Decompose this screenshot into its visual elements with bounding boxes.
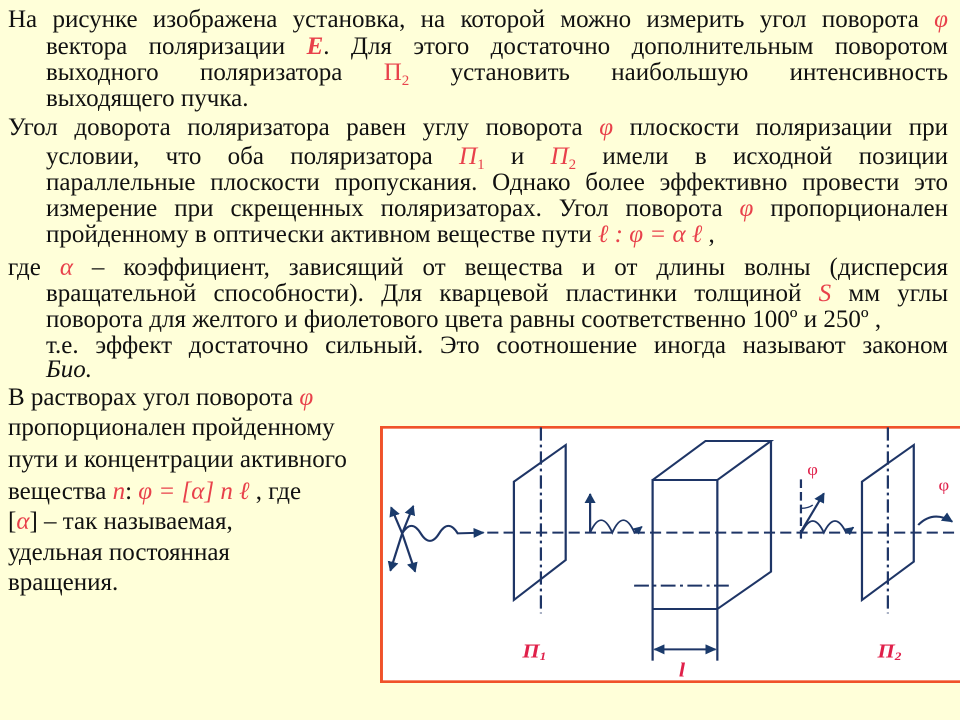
text-fragment: . Для этого достаточно дополнительным поворотом (323, 33, 948, 60)
formula-fragment: φ (739, 195, 754, 222)
text-line (46, 280, 948, 307)
formula-fragment: П (550, 143, 569, 170)
formula-fragment: 1 (477, 157, 485, 173)
text-fragment: измерение при скрещенных поляризаторах. Угол поворота (46, 195, 740, 222)
text-fragment: вектора поляризации (46, 33, 307, 60)
formula-fragment: Био. (46, 356, 92, 383)
text-line (46, 356, 948, 383)
text-fragment: пропорционален пройденному (8, 414, 335, 441)
text-fragment: поворота для желтого и фиолетового цвета равны соответственно 100º и 250º , (46, 306, 882, 333)
text-fragment: пройденному в оптически активном веществе пути (46, 221, 599, 248)
text-fragment: – коэффициент, зависящий от вещества и от длины волны (дисперсия (72, 254, 948, 281)
text-line (46, 306, 948, 333)
text-line (46, 59, 948, 89)
formula-fragment: α (16, 508, 30, 535)
text-fragment: параллельные плоскости пропускания. Однако более эффективно провести это (46, 169, 948, 196)
text-line (8, 114, 948, 141)
text-line (46, 169, 948, 196)
length-label: l (678, 658, 686, 682)
text-fragment: вращательной способности). Для кварцевой пластинки толщиной (46, 280, 819, 307)
text-fragment: пропорционален (753, 195, 948, 222)
text-line (8, 414, 378, 441)
text-fragment: [ (8, 508, 17, 535)
text-line (8, 384, 378, 411)
polarimeter-diagram (380, 420, 960, 710)
text-line (8, 254, 948, 281)
text-line (8, 569, 378, 596)
formula-fragment: П (459, 143, 478, 170)
text-fragment: выходящего пучка. (46, 85, 249, 112)
text-fragment: т.е. эффект достаточно сильный. Это соотношение иногда называют законом (46, 332, 948, 359)
text-line (46, 195, 948, 222)
formula-fragment: П (383, 59, 402, 86)
formula-fragment: E (306, 33, 324, 60)
text-fragment: выходного поляризатора (46, 59, 384, 86)
formula-fragment: α (59, 254, 73, 281)
text-fragment: где (8, 254, 60, 281)
formula-fragment: φ (934, 6, 948, 33)
text-fragment: , (702, 221, 715, 248)
text-line (46, 332, 948, 359)
formula-fragment: 2 (401, 73, 410, 89)
text-fragment: условии, что оба поляризатора (46, 143, 459, 170)
text-fragment: установить наибольшую интенсивность (409, 59, 948, 86)
text-line (46, 85, 948, 112)
text-line (8, 478, 378, 505)
text-line (46, 221, 948, 248)
formula-fragment: φ = [α] n ℓ (138, 478, 250, 505)
text-fragment: вращения. (8, 569, 119, 596)
text-line (46, 143, 948, 173)
text-fragment: имели в исходной позиции (576, 143, 948, 170)
formula-fragment: n (112, 478, 126, 505)
text-fragment: ] – так называемая, (29, 508, 233, 535)
text-fragment: На рисунке изображена установка, на которой можно измерить угол поворота (8, 6, 935, 33)
text-line (8, 508, 378, 535)
text-line (46, 33, 948, 60)
text-fragment: мм углы (831, 280, 948, 307)
text-fragment: и (484, 143, 551, 170)
text-line (8, 446, 378, 473)
formula-fragment: φ (599, 114, 614, 141)
text-fragment: удельная постоянная (8, 539, 230, 566)
text-line (8, 539, 378, 566)
text-line (8, 6, 948, 33)
text-fragment: Угол доворота поляризатора равен углу поворота (8, 114, 600, 141)
formula-fragment: S (818, 280, 832, 307)
text-fragment: плоскости поляризации при (613, 114, 948, 141)
text-fragment: : (125, 478, 139, 505)
formula-fragment: ℓ : φ = α ℓ (598, 221, 703, 248)
angle-label-2: φ (938, 475, 950, 495)
formula-fragment: 2 (568, 157, 577, 173)
polarizer1-label: П1 (522, 639, 547, 663)
text-fragment: , где (249, 478, 302, 505)
text-fragment: пути и концентрации активного (8, 446, 347, 473)
polarizer2-label: П2 (877, 639, 902, 663)
text-fragment: вещества (8, 478, 113, 505)
text-fragment: В растворах угол поворота (8, 384, 300, 411)
formula-fragment: φ (299, 384, 314, 411)
angle-label-1: φ (807, 459, 818, 479)
